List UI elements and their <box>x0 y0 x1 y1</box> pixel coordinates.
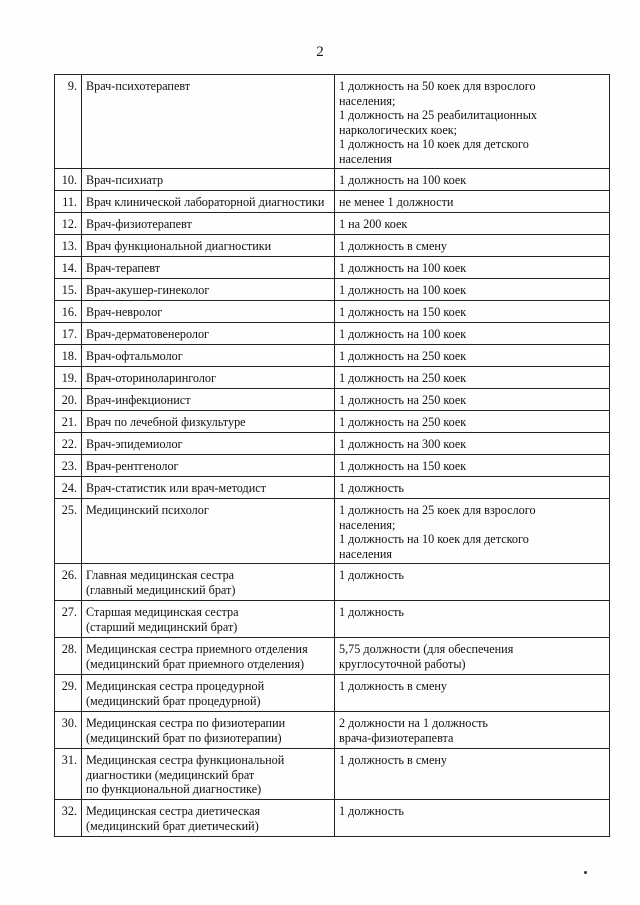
position-line: Врач клинической лабораторной диагностики <box>86 195 325 209</box>
table-row <box>55 601 610 638</box>
row-number: 32. <box>55 800 82 837</box>
table-row <box>55 564 610 601</box>
norm-line: 1 должность на 50 коек для взрослого <box>339 79 536 93</box>
row-number: 19. <box>55 367 82 389</box>
position-cell <box>82 411 335 433</box>
position-cell <box>82 279 335 301</box>
position-cell <box>82 323 335 345</box>
row-number: 20. <box>55 389 82 411</box>
table-row <box>55 749 610 800</box>
position-line: Врач-дерматовенеролог <box>86 327 210 341</box>
position-cell <box>82 191 335 213</box>
norm-line: населения; <box>339 93 396 108</box>
row-number: 11. <box>55 191 82 213</box>
position-cell <box>82 455 335 477</box>
row-number: 22. <box>55 433 82 455</box>
row-number: 12. <box>55 213 82 235</box>
norm-line: 1 должность <box>339 804 404 818</box>
position-line: по функциональной диагностике) <box>86 782 262 796</box>
position-cell <box>82 638 335 675</box>
position-cell <box>82 712 335 749</box>
table-row <box>55 169 610 191</box>
position-line: Врач-психотерапевт <box>86 79 191 93</box>
position-cell <box>82 213 335 235</box>
position-line: (медицинский брат диетический) <box>86 818 259 833</box>
norm-cell <box>335 564 610 601</box>
norm-line: 1 должность на 300 коек <box>339 437 467 451</box>
norm-line: 1 должность на 150 коек <box>339 305 467 319</box>
table-row <box>55 389 610 411</box>
row-number: 10. <box>55 169 82 191</box>
norm-line: 2 должности на 1 должность <box>339 716 488 730</box>
table-row <box>55 499 610 564</box>
norm-line: 1 должность на 25 реабилитационных <box>339 108 537 122</box>
table-row <box>55 712 610 749</box>
position-cell <box>82 169 335 191</box>
position-line: Врач-терапевт <box>86 261 161 275</box>
norm-cell <box>335 800 610 837</box>
position-line: Врач-офтальмолог <box>86 349 183 363</box>
norm-line: не менее 1 должности <box>339 195 454 209</box>
row-number: 29. <box>55 675 82 712</box>
position-line: Медицинская сестра процедурной <box>86 679 265 693</box>
position-cell <box>82 345 335 367</box>
position-line: (медицинский брат процедурной) <box>86 693 261 708</box>
row-number: 30. <box>55 712 82 749</box>
norm-line: 5,75 должности (для обеспечения <box>339 642 514 656</box>
norm-cell <box>335 411 610 433</box>
position-line: Старшая медицинская сестра <box>86 605 239 619</box>
norm-cell <box>335 433 610 455</box>
norm-line: 1 должность на 10 коек для детского <box>339 532 529 546</box>
table-row <box>55 191 610 213</box>
norm-line: населения <box>339 546 393 561</box>
norm-cell <box>335 213 610 235</box>
norm-cell <box>335 279 610 301</box>
position-cell <box>82 75 335 169</box>
norm-cell <box>335 75 610 169</box>
position-cell <box>82 477 335 499</box>
position-line: Врач-оториноларинголог <box>86 371 217 385</box>
position-line: Врач-статистик или врач-методист <box>86 481 267 495</box>
norm-line: 1 должность на 250 коек <box>339 371 467 385</box>
norm-cell <box>335 675 610 712</box>
table-row <box>55 477 610 499</box>
staffing-table <box>54 74 610 837</box>
position-line: (старший медицинский брат) <box>86 619 238 634</box>
position-cell <box>82 257 335 279</box>
norm-line: 1 должность на 250 коек <box>339 415 467 429</box>
norm-cell <box>335 749 610 800</box>
position-cell <box>82 749 335 800</box>
norm-line: врача-физиотерапевта <box>339 730 454 745</box>
position-line: Медицинская сестра диетическая <box>86 804 261 818</box>
position-cell <box>82 564 335 601</box>
table-row <box>55 279 610 301</box>
row-number: 23. <box>55 455 82 477</box>
row-number: 16. <box>55 301 82 323</box>
row-number: 14. <box>55 257 82 279</box>
norm-cell <box>335 389 610 411</box>
scan-mark <box>584 871 587 874</box>
table-row <box>55 75 610 169</box>
table-row <box>55 675 610 712</box>
norm-line: 1 должность на 150 коек <box>339 459 467 473</box>
row-number: 25. <box>55 499 82 564</box>
norm-line: 1 должность на 100 коек <box>339 173 467 187</box>
table-row <box>55 367 610 389</box>
norm-cell <box>335 235 610 257</box>
norm-cell <box>335 638 610 675</box>
position-line: Врач-инфекционист <box>86 393 191 407</box>
table-row <box>55 345 610 367</box>
norm-cell <box>335 191 610 213</box>
row-number: 31. <box>55 749 82 800</box>
position-cell <box>82 301 335 323</box>
norm-line: 1 должность на 100 коек <box>339 327 467 341</box>
norm-cell <box>335 601 610 638</box>
norm-line: 1 должность <box>339 568 404 582</box>
norm-line: населения; <box>339 517 396 532</box>
position-line: Врач-рентгенолог <box>86 459 179 473</box>
position-line: Медицинская сестра приемного отделения <box>86 642 308 656</box>
position-line: Врач по лечебной физкультуре <box>86 415 246 429</box>
position-line: Медицинская сестра функциональной <box>86 753 285 767</box>
table-row <box>55 301 610 323</box>
norm-line: 1 должность <box>339 481 404 495</box>
norm-line: 1 должность <box>339 605 404 619</box>
row-number: 24. <box>55 477 82 499</box>
page-number: 2 <box>316 44 324 60</box>
norm-line: 1 на 200 коек <box>339 217 408 231</box>
row-number: 15. <box>55 279 82 301</box>
norm-line: 1 должность на 100 коек <box>339 261 467 275</box>
norm-line: наркологических коек; <box>339 122 458 137</box>
norm-cell <box>335 345 610 367</box>
position-line: диагностики (медицинский брат <box>86 767 255 782</box>
norm-line: 1 должность на 25 коек для взрослого <box>339 503 536 517</box>
position-line: (главный медицинский брат) <box>86 582 236 597</box>
position-cell <box>82 499 335 564</box>
norm-cell <box>335 499 610 564</box>
position-cell <box>82 433 335 455</box>
position-line: Врач-невролог <box>86 305 163 319</box>
norm-cell <box>335 477 610 499</box>
norm-line: 1 должность на 100 коек <box>339 283 467 297</box>
norm-line: 1 должность в смену <box>339 753 447 767</box>
table-row <box>55 411 610 433</box>
norm-cell <box>335 712 610 749</box>
row-number: 28. <box>55 638 82 675</box>
position-line: Врач-физиотерапевт <box>86 217 192 231</box>
position-line: Медицинский психолог <box>86 503 209 517</box>
position-cell <box>82 800 335 837</box>
row-number: 13. <box>55 235 82 257</box>
position-cell <box>82 389 335 411</box>
norm-line: 1 должность на 10 коек для детского <box>339 137 529 151</box>
norm-cell <box>335 257 610 279</box>
position-line: (медицинский брат по физиотерапии) <box>86 730 282 745</box>
table-row <box>55 800 610 837</box>
table-row <box>55 257 610 279</box>
staffing-table-body <box>55 75 610 837</box>
position-line: (медицинский брат приемного отделения) <box>86 656 305 671</box>
position-line: Врач-психиатр <box>86 173 164 187</box>
norm-cell <box>335 301 610 323</box>
position-line: Главная медицинская сестра <box>86 568 235 582</box>
table-row <box>55 235 610 257</box>
norm-line: 1 должность на 250 коек <box>339 393 467 407</box>
position-line: Врач-акушер-гинеколог <box>86 283 210 297</box>
norm-line: 1 должность в смену <box>339 239 447 253</box>
norm-line: круглосуточной работы) <box>339 656 466 671</box>
row-number: 27. <box>55 601 82 638</box>
position-cell <box>82 675 335 712</box>
norm-line: 1 должность в смену <box>339 679 447 693</box>
position-cell <box>82 235 335 257</box>
table-row <box>55 323 610 345</box>
norm-cell <box>335 367 610 389</box>
norm-cell <box>335 455 610 477</box>
position-line: Врач функциональной диагностики <box>86 239 272 253</box>
table-row <box>55 455 610 477</box>
position-line: Врач-эпидемиолог <box>86 437 183 451</box>
row-number: 26. <box>55 564 82 601</box>
norm-line: 1 должность на 250 коек <box>339 349 467 363</box>
position-line: Медицинская сестра по физиотерапии <box>86 716 286 730</box>
table-row <box>55 433 610 455</box>
norm-cell <box>335 323 610 345</box>
table-row <box>55 213 610 235</box>
row-number: 17. <box>55 323 82 345</box>
row-number: 9. <box>55 75 82 169</box>
norm-line: населения <box>339 151 393 166</box>
row-number: 18. <box>55 345 82 367</box>
position-cell <box>82 601 335 638</box>
row-number: 21. <box>55 411 82 433</box>
table-row <box>55 638 610 675</box>
position-cell <box>82 367 335 389</box>
norm-cell <box>335 169 610 191</box>
